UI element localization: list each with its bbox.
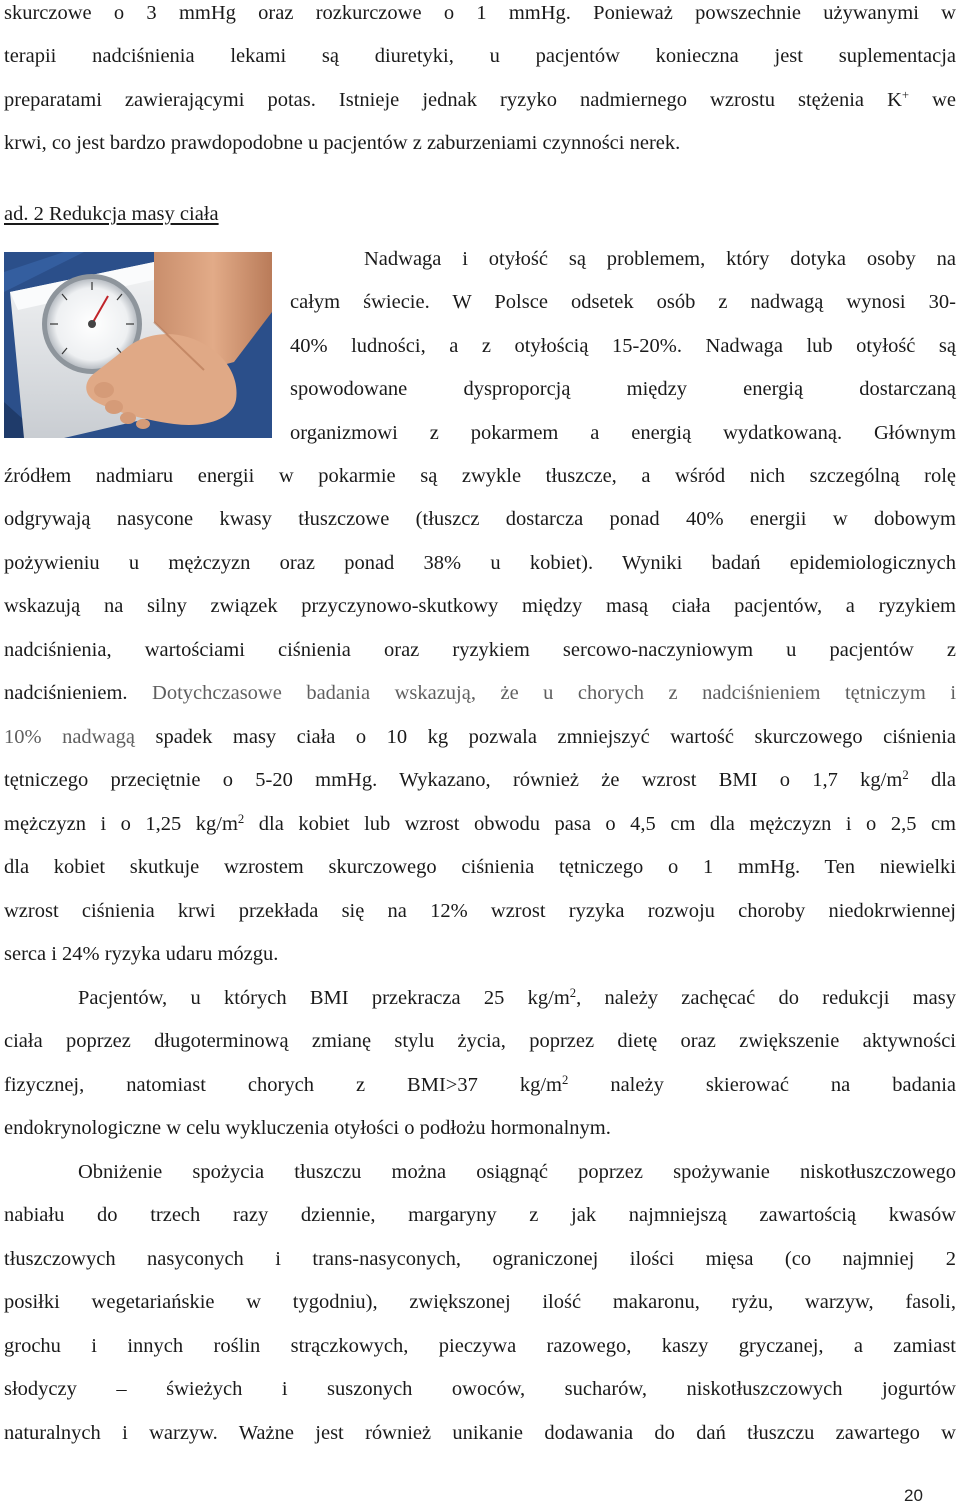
text-segment: we [909,89,956,111]
text-line [4,637,956,663]
text-segment: preparatami zawierającymi potas. Istnieje jednak ryzyko nadmiernego wzrostu stężenia K [4,89,902,111]
text-segment: dla [908,769,957,791]
text-line [4,1246,956,1272]
text-line [4,1376,956,1402]
text-segment: spowodowane dysproporcją między energią dostarczaną [290,378,956,400]
text-segment: skurczowe o 3 mmHg oraz rozkurczowe o 1 mmHg. Ponieważ powszechnie używanymi w [4,2,956,24]
text-line [4,1420,956,1446]
text-line [4,1289,956,1315]
text-line [4,1333,956,1359]
scale-photo [4,252,272,438]
text-segment: pożywieniu u mężczyzn oraz ponad 38% u kobiet). Wyniki badań epidemiologicznych [4,552,956,574]
text-segment: dla kobiet skutkuje wzrostem skurczowego ciśnienia tętniczego o 1 mmHg. Ten niewielki [4,856,956,878]
text-segment: krwi, co jest bardzo prawdopodobne u pacjentów z zaburzeniami czynności nerek. [4,132,681,154]
text-segment-gray: Dotychczasowe badania wskazują, że u chorych z nadciśnieniem tętniczym i [152,682,957,704]
bathroom-scale-foot-image [4,252,272,438]
text-segment: ciała poprzez długoterminową zmianę stylu życia, poprzez dietę oraz zwiększenie aktywności [4,1030,956,1052]
text-segment: należy skierować na badania [568,1074,957,1096]
text-line [290,420,956,446]
text-segment-gray: 10% nadwagą [4,726,135,748]
text-segment: Pacjentów, u których BMI przekracza 25 kg/m [78,987,570,1009]
text-segment: całym świecie. W Polsce odsetek osób z nadwagą wynosi 30- [290,291,956,313]
text-line [364,246,956,272]
text-segment: wzrost ciśnienia krwi przekłada się na 12% wzrost ryzyka rozwoju choroby niedokrwiennej [4,900,956,922]
text-segment: grochu i innych roślin strączkowych, pieczywa razowego, kaszy gryczanej, a zamiast [4,1335,956,1357]
text-line [4,1028,956,1054]
text-line [4,898,956,924]
text-segment: terapii nadciśnienia lekami są diuretyki, u pacjentów konieczna jest suplementacja [4,45,956,67]
text-segment: Obniżenie spożycia tłuszczu można osiągnąć poprzez spożywanie niskotłuszczowego [78,1161,956,1183]
superscript: 2 [561,1073,569,1088]
text-segment: nabiału do trzech razy dziennie, margaryny z jak najmniejszą zawartością kwasów [4,1204,956,1226]
text-segment: fizycznej, natomiast chorych z BMI>37 kg/m [4,1074,562,1096]
superscript: + [901,88,910,103]
text-segment: nadciśnieniem. [4,682,153,704]
text-line [4,1202,956,1228]
text-segment: endokrynologiczne w celu wykluczenia otyłości o podłożu hormonalnym. [4,1117,611,1139]
superscript: 2 [569,986,577,1001]
superscript: 2 [237,812,245,827]
text-line [4,1115,956,1141]
text-line [4,593,956,619]
text-line [4,43,956,69]
section-heading: ad. 2 Redukcja masy ciała [4,203,219,225]
text-segment: źródłem nadmiaru energii w pokarmie są zwykle tłuszcze, a wśród nich szczególną rolę [4,465,956,487]
text-line [4,724,956,750]
text-line [4,854,956,880]
text-segment: słodyczy – świeżych i suszonych owoców, sucharów, niskotłuszczowych jogurtów [4,1378,956,1400]
superscript: 2 [902,768,909,783]
text-line [4,941,956,967]
text-line [4,87,956,113]
text-segment: odgrywają nasycone kwasy tłuszczowe (tłuszcz dostarcza ponad 40% energii w dobowym [4,508,956,530]
text-line [4,0,956,26]
text-segment: serca i 24% ryzyka udaru mózgu. [4,943,279,965]
text-segment: dla kobiet lub wzrost obwodu pasa o 4,5 cm dla mężczyzn i o 2,5 cm [244,813,956,835]
text-segment: organizmowi z pokarmem a energią wydatkowaną. Głównym [290,422,956,444]
text-line [4,1159,956,1185]
text-segment: tętniczego przeciętnie o 5-20 mmHg. Wykazano, również że wzrost BMI o 1,7 kg/m [4,769,903,791]
text-line [290,333,956,359]
text-segment: tłuszczowych nasyconych i trans-nasyconych, ograniczonej ilości mięsa (co najmniej 2 [4,1248,956,1270]
text-line [4,550,956,576]
text-line [4,767,956,793]
text-line [4,1072,956,1098]
text-line [4,463,956,489]
page-number: 20 [904,1486,923,1505]
text-segment: mężczyzn i o 1,25 kg/m [4,813,238,835]
text-segment: posiłki wegetariańskie w tygodniu), zwiększonej ilość makaronu, ryżu, warzyw, fasoli, [4,1291,956,1313]
text-line [4,985,956,1011]
text-line [4,811,956,837]
text-segment: wskazują na silny związek przyczynowo-skutkowy między masą ciała pacjentów, a ryzykiem [4,595,956,617]
text-segment: nadciśnienia, wartościami ciśnienia oraz ryzykiem sercowo-naczyniowym u pacjentów z [4,639,956,661]
text-line [290,376,956,402]
text-segment: spadek masy ciała o 10 kg pozwala zmniejszyć wartość skurczowego ciśnienia [134,726,956,748]
text-line [4,680,956,706]
text-segment: , należy zachęcać do redukcji masy [576,987,956,1009]
text-line [4,130,956,156]
text-line [4,506,956,532]
text-line [290,289,956,315]
text-segment: Nadwaga i otyłość są problemem, który dotyka osoby na [364,248,956,270]
text-segment: naturalnych i warzyw. Ważne jest również unikanie dodawania do dań tłuszczu zawartego w [4,1422,956,1444]
text-segment: 40% ludności, a z otyłością 15-20%. Nadwaga lub otyłość są [290,335,956,357]
